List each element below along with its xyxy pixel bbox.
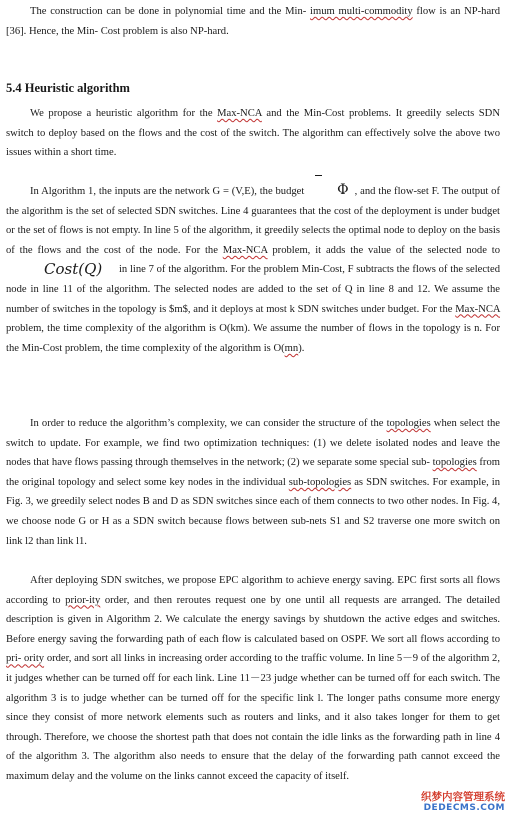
paragraph-text: problem, the time complexity of the algorithm is O(km). We assume the number of flows in the topology is n. For the Min-Cost problem, the time complexity of the algorithm is O( — [6, 323, 500, 354]
spell-flag: topologies — [432, 457, 477, 469]
paragraph-text: After deploying SDN switches, we propose EPC algorithm to achieve energy saving. EPC first sorts all flows according to — [6, 575, 500, 606]
phi-symbol: Φ — [337, 182, 349, 198]
paragraph-text: ). — [298, 342, 305, 354]
spell-flag: prior-ity — [65, 594, 101, 606]
paragraph-text: as SDN switches. For example, in Fig. 3, we greedily select nodes B and D as SDN switches since each of them connects to two other nodes. In Fig. 4, we choose node G or H as a SDN switch because flows between sub-nets S1 and S2 traverse one more switch on link l2 than link l1. — [6, 476, 500, 547]
paragraph-algorithm-1 — [6, 181, 500, 358]
paragraph-text: when select the switch to update. For example, we find two optimization techniques: (1) we delete isolated nodes and leave the nodes that have flows passing through themselves in the network; (2) we separate some special sub- — [6, 418, 501, 469]
paragraph-text: problem, it adds the value of the selected node to — [267, 244, 500, 256]
paragraph-epc-algorithm — [6, 571, 500, 787]
spell-flag: topologies — [386, 418, 431, 429]
spell-flag: sub-topologies — [288, 476, 352, 488]
spell-flag: Max-NCA — [217, 108, 262, 119]
paragraph-text: , and the flow-set F. The output of the algorithm is the set of selected SDN switches. Line 4 guarantees that the cost of the deployment is under budget or the set of flows is not empty. In line 5 of the algorithm, it greedily selects the optimal node to deploy on the basis of the flows and the cost of the node. For the — [6, 186, 500, 256]
site-watermark — [421, 792, 505, 814]
paragraph-text: order, and sort all links in increasing order according to the traffic volume. In line 5－9 of the algorithm 2, it judges whether can be turned off for each link. Line 11－23 judge whether can be turned off for each switch. The algorithm 3 is to judge whether can be turned off for the specific link l. The longer paths consume more energy since they consist of more network elements such as routers and links, and it also takes longer for them to get through. Therefore, we choose the shortest path that does not contain the idle links as the forwarding path in line 4 of the algorithm 3. The algorithm also needs to ensure that the delay of the forwarding path cannot exceed the maximum delay and the volume on the links cannot exceed the capacity of itself. — [6, 653, 501, 782]
watermark-title: 织梦内容管理系统 — [421, 791, 505, 803]
section-heading: 5.4 Heuristic algorithm — [6, 81, 130, 95]
paragraph-complexity-reduction — [6, 414, 500, 551]
spell-flag: pri- ority — [6, 653, 45, 665]
paragraph-text: In order to reduce the algorithm’s complexity, we can consider the structure of the — [30, 418, 387, 429]
cost-formula: Cost(Q) — [44, 260, 103, 279]
paragraph-text: In Algorithm 1, the inputs are the network G = (V,E), the budget — [30, 186, 308, 197]
spell-flag: mn — [284, 342, 299, 354]
paragraph-text: from the original topology and select some key nodes in the individual — [6, 457, 500, 488]
budget-symbol — [313, 181, 348, 202]
paragraph-text: and the Min-Cost problems. It greedily selects SDN switch to deploy based on the flows and the cost of the switch. The algorithm can effectively solve the above two issues within a short time. — [6, 108, 500, 159]
paragraph-heuristic-overview — [6, 104, 500, 163]
overbar — [315, 175, 322, 176]
spell-flag: Max-NCA — [222, 244, 268, 256]
spell-flag: Max-NCA — [455, 303, 500, 315]
paragraph-text: in line 7 of the algorithm. For the problem Min-Cost, F subtracts the flows of the selected node in line 11 of the algorithm. The selected nodes are added to the set of Q in line 8 and 12. We assume the number of switches in the topology is $m$, and it deploys at most k SDN switches under budget. For the — [6, 264, 500, 315]
paragraph-text: We propose a heuristic algorithm for the — [30, 108, 218, 119]
watermark-domain: DEDECMS.COM — [423, 803, 505, 813]
spell-flag: imum multi-commodity — [310, 6, 413, 17]
paragraph-text: order, and then reroutes request one by one until all requests are arranged. The detailed description is given in Algorithm 2. We calculate the energy savings by shutdown the active edges and switches. Before energy saving the forwarding path of each flow is calculated based on OSPF. We sort all flows according to — [6, 594, 500, 645]
intro-text: flow is an NP-hard [36]. Hence, the Min- Cost problem is also NP-hard. — [6, 6, 500, 37]
intro-text: The construction can be done in polynomial time and the Min- — [30, 6, 311, 17]
intro-paragraph — [6, 2, 500, 41]
